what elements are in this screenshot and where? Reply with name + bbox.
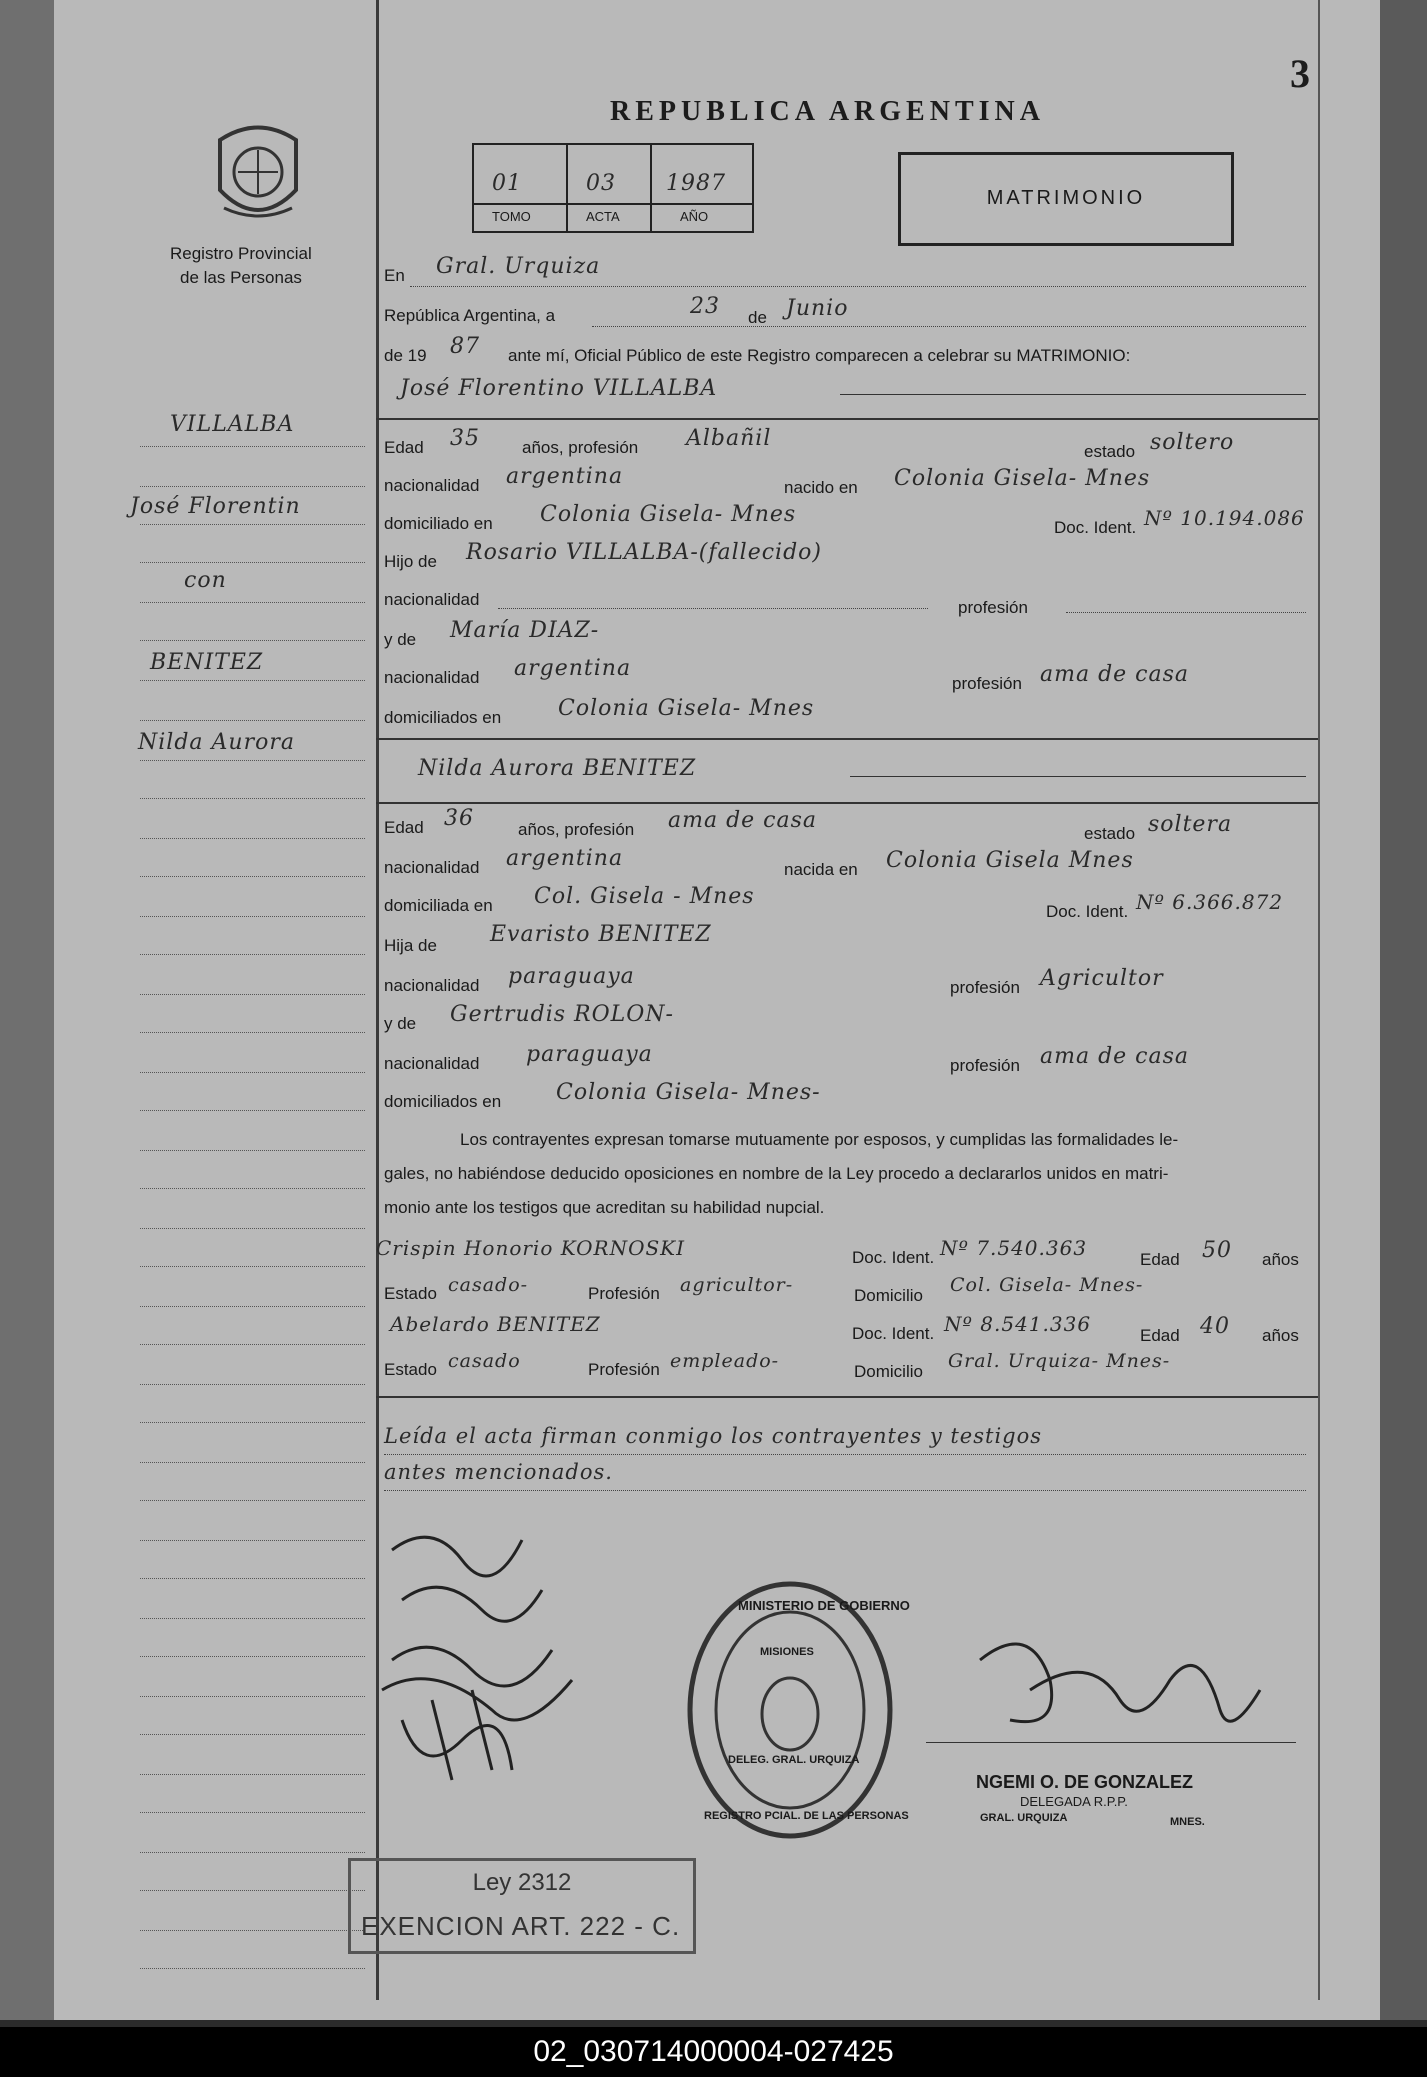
fill-line: [592, 326, 1306, 327]
section-rule: [376, 1396, 1318, 1398]
fill-line: [1066, 612, 1306, 613]
margin-line: [140, 1150, 365, 1151]
margin-line: [140, 798, 365, 799]
witness-1-domicile: Col. Gisela- Mnes-: [950, 1274, 1144, 1296]
right-page-edge: [1380, 0, 1427, 2020]
bride-birthplace: Colonia Gisela Mnes: [886, 848, 1134, 873]
closing-line-2: antes mencionados.: [384, 1460, 613, 1484]
margin-line: [140, 562, 365, 563]
margin-line: [140, 640, 365, 641]
label-y-de: y de: [384, 1014, 417, 1033]
margin-line: [140, 1774, 365, 1775]
margin-line: [140, 916, 365, 917]
bride-mother-domicile: Colonia Gisela- Mnes-: [556, 1080, 821, 1105]
groom-profession: Albañil: [686, 426, 772, 451]
margin-surname-1: VILLALBA: [170, 412, 295, 437]
margin-line: [140, 760, 365, 761]
label-profesion: profesión: [958, 598, 1028, 617]
fill-line: [410, 286, 1306, 287]
margin-line: [140, 720, 365, 721]
margin-given-2: Nilda Aurora: [138, 730, 295, 755]
section-rule: [376, 802, 1318, 804]
officer-title: DELEGADA R.P.P.: [1020, 1794, 1128, 1809]
label-edad: Edad: [384, 818, 424, 837]
bride-father-nationality: paraguaya: [508, 964, 635, 989]
bride-name: Nilda Aurora BENITEZ: [418, 756, 697, 781]
bride-mother-name: Gertrudis ROLON-: [450, 1002, 674, 1027]
tomo-value: 01: [492, 171, 522, 196]
groom-mother-domicile: Colonia Gisela- Mnes: [558, 696, 815, 721]
fill-line: [850, 776, 1306, 777]
label-estado-cap: Estado: [384, 1284, 437, 1303]
fill-line: [498, 608, 928, 609]
witness-2-age: 40: [1200, 1314, 1230, 1339]
label-anos-profesion: años, profesión: [518, 820, 635, 839]
acta-label: ACTA: [586, 209, 620, 224]
witness-2-doc: Nº 8.541.336: [944, 1312, 1092, 1336]
label-domiciliados-en: domiciliados en: [384, 708, 502, 727]
label-nacionalidad: nacionalidad: [384, 976, 480, 995]
exemption-stamp: [348, 1858, 696, 1954]
witness-2-domicile: Gral. Urquiza- Mnes-: [948, 1350, 1171, 1372]
officer-province: MNES.: [1170, 1816, 1205, 1828]
label-domicilio: Domicilio: [854, 1362, 923, 1381]
registry-name-line1: Registro Provincial: [170, 244, 312, 263]
right-border-line: [1318, 0, 1320, 2000]
label-estado-cap: Estado: [384, 1360, 437, 1379]
groom-nationality: argentina: [506, 464, 624, 489]
section-rule: [376, 418, 1318, 420]
margin-line: [140, 1110, 365, 1111]
label-estado: estado: [1084, 442, 1136, 461]
section-rule: [376, 738, 1318, 740]
label-nacionalidad: nacionalidad: [384, 1054, 480, 1073]
label-profesion: profesión: [952, 674, 1022, 693]
groom-domicile: Colonia Gisela- Mnes: [540, 502, 797, 527]
label-edad: Edad: [384, 438, 424, 457]
witness-2-status: casado: [448, 1350, 521, 1372]
seal-middle-text: MISIONES: [760, 1646, 814, 1658]
label-profesion-cap: Profesión: [588, 1284, 660, 1303]
margin-line: [140, 1032, 365, 1033]
stamp-line-2: EXENCION ART. 222 - C.: [361, 1911, 681, 1941]
label-anos-profesion: años, profesión: [522, 438, 639, 457]
groom-birthplace: Colonia Gisela- Mnes: [894, 466, 1151, 491]
witness-1-status: casado-: [448, 1274, 529, 1296]
seal-top-text: MINISTERIO DE GOBIERNO: [738, 1598, 910, 1613]
margin-line: [140, 446, 365, 447]
label-nacida-en: nacida en: [784, 860, 858, 879]
label-en: En: [384, 266, 405, 285]
margin-line: [140, 1696, 365, 1697]
bride-age: 36: [444, 806, 474, 831]
anio-label: AÑO: [680, 209, 709, 224]
margin-line: [140, 1540, 365, 1541]
label-doc-ident: Doc. Ident.: [852, 1324, 935, 1343]
bride-mother-nationality: paraguaya: [526, 1042, 653, 1067]
label-domicilio: Domicilio: [854, 1286, 923, 1305]
margin-surname-2: BENITEZ: [150, 650, 264, 675]
declaration-line-2: gales, no habiéndose deducido oposiciones en nombre de la Ley procedo a declararlos unidos en matri-: [384, 1164, 1169, 1183]
label-nacionalidad: nacionalidad: [384, 668, 480, 687]
label-profesion: profesión: [950, 978, 1020, 997]
country-title: REPUBLICA ARGENTINA: [610, 96, 1045, 127]
margin-line: [140, 838, 365, 839]
month-value: Junio: [786, 296, 849, 321]
margin-line: [140, 1618, 365, 1619]
margin-line: [140, 1462, 365, 1463]
margin-line: [140, 1500, 365, 1501]
fill-line: [384, 1454, 1306, 1455]
label-nacionalidad: nacionalidad: [384, 858, 480, 877]
label-profesion-cap: Profesión: [588, 1360, 660, 1379]
margin-line: [140, 1384, 365, 1385]
label-doc-ident: Doc. Ident.: [852, 1248, 935, 1267]
official-seal-icon: [686, 1580, 894, 1840]
groom-status: soltero: [1150, 430, 1235, 455]
bride-profession: ama de casa: [668, 808, 818, 833]
witness-1-name: Crispin Honorio KORNOSKI: [376, 1236, 686, 1260]
fill-line: [840, 394, 1306, 395]
label-y-de: y de: [384, 630, 417, 649]
witness-2-name: Abelardo BENITEZ: [390, 1312, 601, 1336]
registry-name-line2: de las Personas: [180, 268, 302, 287]
margin-line: [140, 1266, 365, 1267]
signature-line: [926, 1742, 1296, 1743]
margin-line: [140, 1306, 365, 1307]
seal-inner-text: DELEG. GRAL. URQUIZA: [728, 1754, 860, 1766]
groom-age: 35: [450, 426, 480, 451]
bride-nationality: argentina: [506, 846, 624, 871]
bride-father-profession: Agricultor: [1040, 966, 1164, 991]
record-box: [472, 143, 754, 233]
margin-line: [140, 1852, 365, 1853]
margin-line: [140, 1656, 365, 1657]
closing-line-1: Leída el acta firman conmigo los contrayentes y testigos: [384, 1424, 1043, 1448]
label-nacido-en: nacido en: [784, 478, 858, 497]
officer-location: GRAL. URQUIZA: [980, 1812, 1068, 1824]
label-doc-ident: Doc. Ident.: [1054, 518, 1137, 537]
margin-line: [140, 994, 365, 995]
label-anos: años: [1262, 1250, 1299, 1269]
groom-father-name: Rosario VILLALBA-(fallecido): [466, 540, 822, 565]
margin-line: [140, 1228, 365, 1229]
witness-2-profession: empleado-: [670, 1350, 780, 1372]
place-value: Gral. Urquiza: [436, 254, 601, 279]
label-nacionalidad: nacionalidad: [384, 476, 480, 495]
label-hijo-de: Hijo de: [384, 552, 437, 571]
bride-doc: Nº 6.366.872: [1136, 890, 1284, 914]
label-profesion: profesión: [950, 1056, 1020, 1075]
page-number: 3: [1290, 51, 1310, 96]
groom-name: José Florentino VILLALBA: [400, 376, 718, 401]
groom-doc: Nº 10.194.086: [1144, 506, 1305, 530]
margin-line: [140, 1188, 365, 1189]
registry-logo-icon: [210, 120, 306, 230]
fill-line: [384, 1490, 1306, 1491]
seal-bottom-text: REGISTRO PCIAL. DE LAS PERSONAS: [704, 1810, 909, 1822]
margin-line: [140, 680, 365, 681]
margin-connector: con: [184, 568, 227, 593]
bride-domicile: Col. Gisela - Mnes: [534, 884, 755, 909]
label-domiciliada-en: domiciliada en: [384, 896, 493, 915]
witness-1-profession: agricultor-: [680, 1274, 794, 1296]
declaration-line-1: Los contrayentes expresan tomarse mutuamente por esposos, y cumplidas las formalidades le-: [460, 1130, 1179, 1149]
label-anos: años: [1262, 1326, 1299, 1345]
year-suffix-value: 87: [450, 334, 480, 359]
margin-line: [140, 1968, 365, 1969]
tomo-label: TOMO: [492, 209, 531, 224]
label-hija-de: Hija de: [384, 936, 437, 955]
margin-line: [140, 486, 365, 487]
label-republica: República Argentina, a: [384, 306, 556, 325]
bride-mother-profession: ama de casa: [1040, 1044, 1190, 1069]
margin-line: [140, 876, 365, 877]
margin-line: [140, 1930, 365, 1931]
margin-line: [140, 1812, 365, 1813]
act-type-label: MATRIMONIO: [986, 187, 1146, 209]
label-de: de: [748, 308, 767, 327]
officer-name: NGEMI O. DE GONZALEZ: [976, 1772, 1194, 1792]
margin-line: [140, 602, 365, 603]
label-estado: estado: [1084, 824, 1136, 843]
margin-line: [140, 1578, 365, 1579]
declaration-line-3: monio ante los testigos que acreditan su habilidad nupcial.: [384, 1198, 825, 1217]
day-value: 23: [690, 294, 720, 319]
bride-status: soltera: [1148, 812, 1233, 837]
margin-line: [140, 1422, 365, 1423]
label-doc-ident: Doc. Ident.: [1046, 902, 1129, 921]
officer-signature-icon: [970, 1620, 1270, 1750]
label-de-19: de 19: [384, 346, 427, 365]
anio-value: 1987: [666, 171, 726, 196]
margin-given-1: José Florentin: [130, 494, 301, 519]
groom-mother-nationality: argentina: [514, 656, 632, 681]
margin-line: [140, 1344, 365, 1345]
left-page-edge: [0, 0, 58, 2020]
document-id-footer: 02_030714000004-027425: [0, 2027, 1427, 2077]
acta-value: 03: [586, 171, 616, 196]
groom-mother-profession: ama de casa: [1040, 662, 1190, 687]
margin-line: [140, 1890, 365, 1891]
act-type-box: [898, 152, 1234, 246]
margin-line: [140, 1072, 365, 1073]
label-nacionalidad: nacionalidad: [384, 590, 480, 609]
label-edad: Edad: [1140, 1326, 1180, 1345]
label-domiciliados-en: domiciliados en: [384, 1092, 502, 1111]
label-domiciliado-en: domiciliado en: [384, 514, 493, 533]
margin-line: [140, 1734, 365, 1735]
witness-1-age: 50: [1202, 1238, 1232, 1263]
stamp-line-1: Ley 2312: [472, 1869, 572, 1896]
label-edad: Edad: [1140, 1250, 1180, 1269]
groom-mother-name: María DIAZ-: [450, 618, 600, 643]
label-ante: ante mí, Oficial Público de este Registro comparecen a celebrar su MATRIMONIO:: [508, 346, 1131, 365]
bride-father-name: Evaristo BENITEZ: [490, 922, 712, 947]
witness-signatures-icon: [372, 1520, 612, 1790]
witness-1-doc: Nº 7.540.363: [940, 1236, 1088, 1260]
margin-line: [140, 954, 365, 955]
margin-line: [140, 524, 365, 525]
